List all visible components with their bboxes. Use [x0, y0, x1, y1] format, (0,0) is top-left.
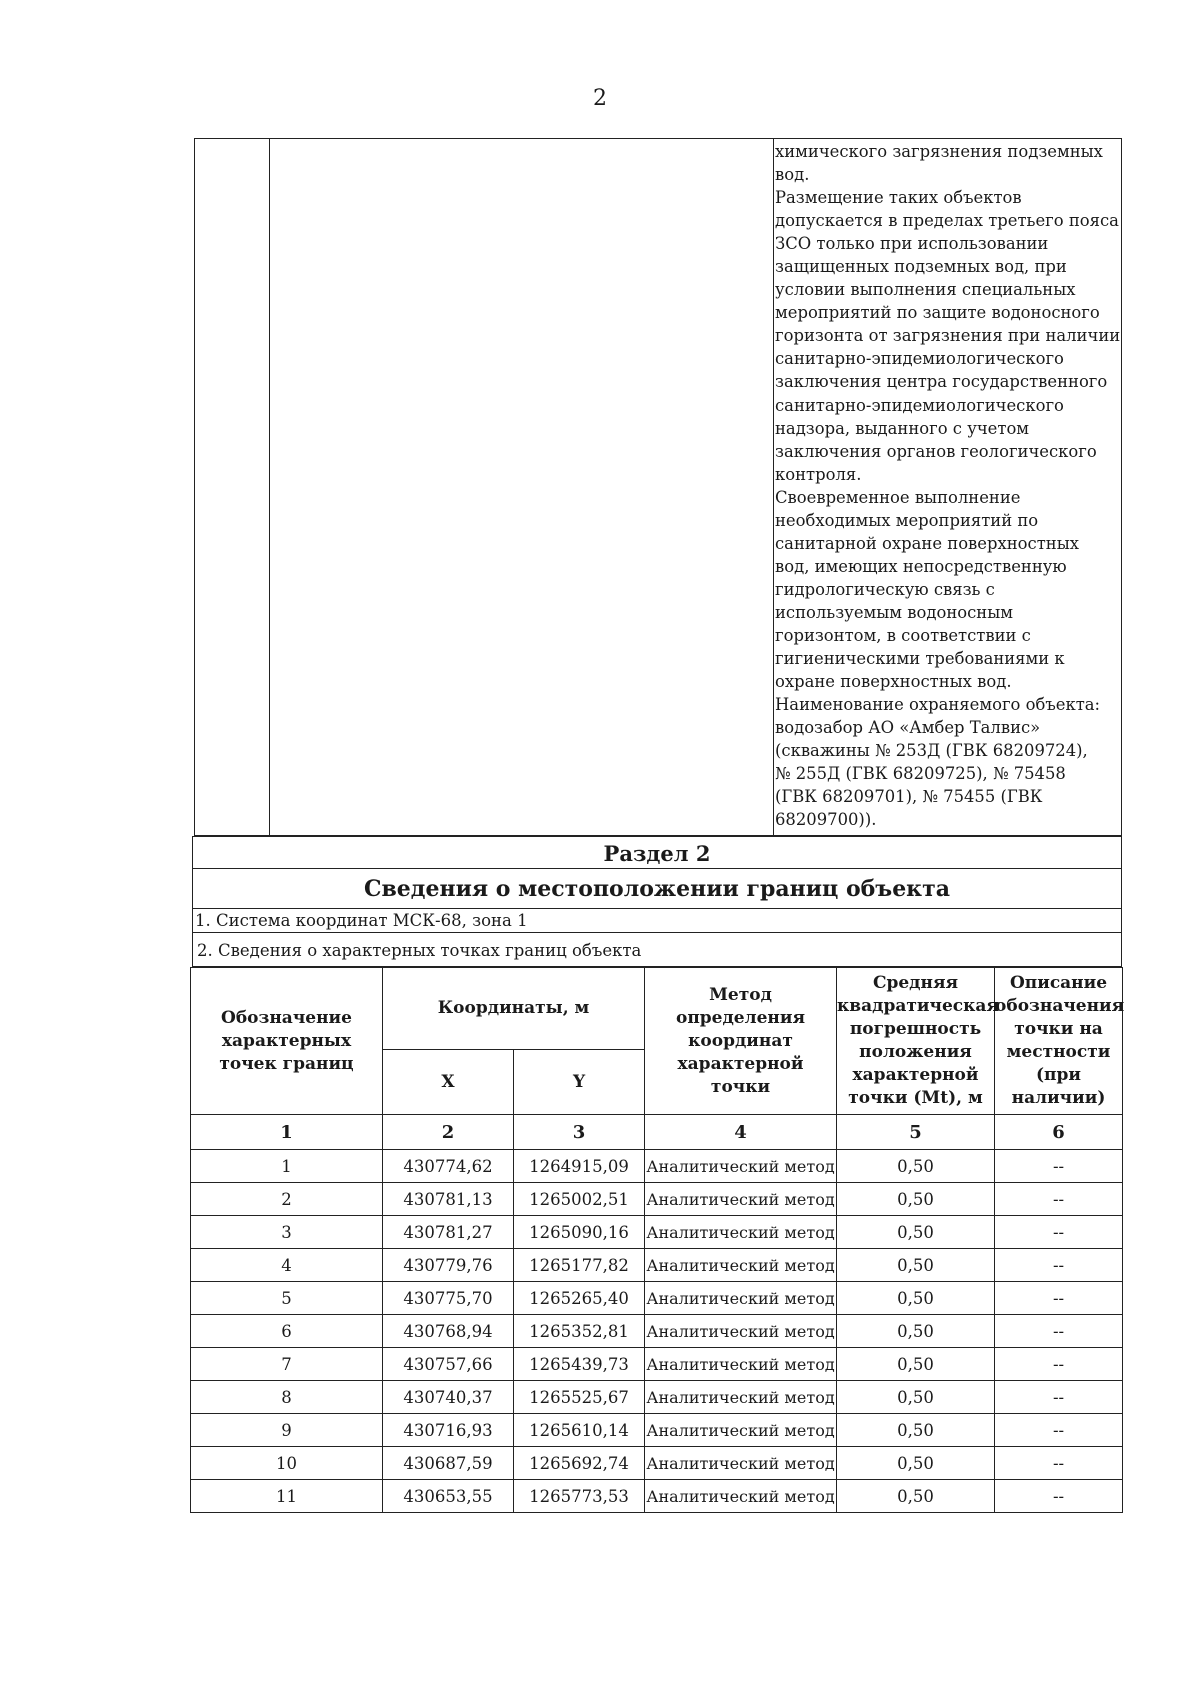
y-coordinate: 1265692,74 [514, 1447, 645, 1480]
column-number: 5 [837, 1115, 995, 1150]
table-row [191, 1447, 1123, 1480]
y-coordinate: 1264915,09 [514, 1150, 645, 1183]
accuracy-cell: 0,50 [837, 1414, 995, 1447]
text-line: охране поверхностных вод. [775, 672, 1012, 692]
point-number: 5 [191, 1282, 383, 1315]
section-title: Раздел 2 [192, 836, 1122, 869]
point-number: 6 [191, 1315, 383, 1348]
text-line: необходимых мероприятий по [775, 510, 1039, 530]
method-cell: Аналитический метод [645, 1414, 837, 1447]
x-coordinate: 430779,76 [383, 1249, 514, 1282]
text-line: вод, имеющих непосредственную [775, 556, 1067, 576]
coordinates-table [190, 967, 1123, 1513]
method-cell: Аналитический метод [645, 1282, 837, 1315]
x-coordinate: 430757,66 [383, 1348, 514, 1381]
text-line: горизонта от загрязнения при наличии [775, 326, 1121, 346]
y-coordinate: 1265090,16 [514, 1216, 645, 1249]
column-number: 6 [995, 1115, 1123, 1150]
accuracy-cell: 0,50 [837, 1183, 995, 1216]
table-row [191, 1381, 1123, 1414]
y-coordinate: 1265610,14 [514, 1414, 645, 1447]
point-number: 4 [191, 1249, 383, 1282]
table-row [191, 1315, 1123, 1348]
point-number: 9 [191, 1414, 383, 1447]
method-cell: Аналитический метод [645, 1249, 837, 1282]
table-row [191, 1480, 1123, 1513]
method-cell: Аналитический метод [645, 1315, 837, 1348]
description-cell: -- [995, 1216, 1123, 1249]
page-number: 2 [593, 86, 607, 111]
table-row [191, 1249, 1123, 1282]
text-line: защищенных подземных вод, при [775, 257, 1067, 277]
description-cell: -- [995, 1249, 1123, 1282]
point-number: 3 [191, 1216, 383, 1249]
method-cell: Аналитический метод [645, 1381, 837, 1414]
column-number: 3 [514, 1115, 645, 1150]
table-row [191, 1150, 1123, 1183]
text-line: № 255Д (ГВК 68209725), № 75458 [775, 764, 1066, 784]
point-number: 8 [191, 1381, 383, 1414]
method-cell: Аналитический метод [645, 1150, 837, 1183]
text-line: 68209700)). [775, 810, 877, 830]
text-line: заключения органов геологического [775, 441, 1097, 461]
accuracy-cell: 0,50 [837, 1315, 995, 1348]
header-x: X [383, 1050, 514, 1115]
description-cell: -- [995, 1447, 1123, 1480]
section-subtitle: Сведения о местоположении границ объекта [192, 869, 1122, 909]
point-number: 11 [191, 1480, 383, 1513]
points-heading: 2. Сведения о характерных точках границ объекта [192, 933, 1122, 967]
x-coordinate: 430781,13 [383, 1183, 514, 1216]
table-row [191, 1216, 1123, 1249]
accuracy-cell: 0,50 [837, 1480, 995, 1513]
text-line: ЗСО только при использовании [775, 234, 1049, 254]
text-line: (скважины № 253Д (ГВК 68209724), [775, 741, 1088, 761]
method-cell: Аналитический метод [645, 1447, 837, 1480]
x-coordinate: 430740,37 [383, 1381, 514, 1414]
text-line: химического загрязнения подземных [775, 142, 1103, 161]
requirements-text [775, 140, 1121, 831]
column-divider [269, 139, 270, 835]
accuracy-cell: 0,50 [837, 1282, 995, 1315]
accuracy-cell: 0,50 [837, 1381, 995, 1414]
text-line: санитарно-эпидемиологического [775, 349, 1064, 369]
y-coordinate: 1265352,81 [514, 1315, 645, 1348]
point-number: 10 [191, 1447, 383, 1480]
method-cell: Аналитический метод [645, 1183, 837, 1216]
text-line: допускается в пределах третьего пояса [775, 211, 1119, 231]
text-line: заключения центра государственного [775, 372, 1108, 392]
continued-table [194, 138, 1122, 836]
header-designation: Обозначение характерных точек границ [191, 968, 383, 1115]
header-y: Y [514, 1050, 645, 1115]
text-line: санитарно-эпидемиологического [775, 395, 1064, 415]
text-line: надзора, выданного с учетом [775, 418, 1030, 438]
accuracy-cell: 0,50 [837, 1216, 995, 1249]
text-line: Размещение таких объектов [775, 188, 1022, 208]
x-coordinate: 430653,55 [383, 1480, 514, 1513]
point-number: 7 [191, 1348, 383, 1381]
description-cell: -- [995, 1183, 1123, 1216]
description-cell: -- [995, 1315, 1123, 1348]
text-line: мероприятий по защите водоносного [775, 303, 1100, 323]
text-line: используемым водоносным [775, 602, 1014, 622]
x-coordinate: 430774,62 [383, 1150, 514, 1183]
text-line: условии выполнения специальных [775, 280, 1076, 300]
point-number: 2 [191, 1183, 383, 1216]
text-line: контроля. [775, 464, 862, 484]
description-cell: -- [995, 1282, 1123, 1315]
x-coordinate: 430775,70 [383, 1282, 514, 1315]
y-coordinate: 1265177,82 [514, 1249, 645, 1282]
column-number: 2 [383, 1115, 514, 1150]
text-line: гидрологическую связь с [775, 579, 995, 599]
accuracy-cell: 0,50 [837, 1348, 995, 1381]
table-row [191, 1282, 1123, 1315]
accuracy-cell: 0,50 [837, 1249, 995, 1282]
y-coordinate: 1265265,40 [514, 1282, 645, 1315]
text-line: водозабор АО «Амбер Талвис» [775, 718, 1041, 738]
description-cell: -- [995, 1348, 1123, 1381]
x-coordinate: 430687,59 [383, 1447, 514, 1480]
y-coordinate: 1265525,67 [514, 1381, 645, 1414]
table-row [191, 1183, 1123, 1216]
text-line: Своевременное выполнение [775, 487, 1021, 507]
text-line: вод. [775, 165, 810, 185]
header-description: Описание обозначения точки на местности (при наличии) [995, 968, 1123, 1115]
accuracy-cell: 0,50 [837, 1447, 995, 1480]
description-cell: -- [995, 1480, 1123, 1513]
table-row [191, 1348, 1123, 1381]
header-method: Метод определения координат характерной точки [645, 968, 837, 1115]
text-line: гигиеническими требованиями к [775, 649, 1065, 669]
y-coordinate: 1265439,73 [514, 1348, 645, 1381]
x-coordinate: 430716,93 [383, 1414, 514, 1447]
text-line: санитарной охране поверхностных [775, 533, 1079, 553]
header-coordinates: Координаты, м [383, 968, 645, 1050]
text-line: (ГВК 68209701), № 75455 (ГВК [775, 787, 1043, 807]
accuracy-cell: 0,50 [837, 1150, 995, 1183]
text-line: Наименование охраняемого объекта: [775, 695, 1101, 715]
method-cell: Аналитический метод [645, 1216, 837, 1249]
column-divider [773, 139, 774, 835]
method-cell: Аналитический метод [645, 1480, 837, 1513]
coordinate-system: 1. Система координат МСК-68, зона 1 [192, 909, 1122, 933]
y-coordinate: 1265773,53 [514, 1480, 645, 1513]
column-number: 4 [645, 1115, 837, 1150]
point-number: 1 [191, 1150, 383, 1183]
text-line: горизонтом, в соответствии с [775, 625, 1031, 645]
column-number: 1 [191, 1115, 383, 1150]
x-coordinate: 430781,27 [383, 1216, 514, 1249]
y-coordinate: 1265002,51 [514, 1183, 645, 1216]
description-cell: -- [995, 1381, 1123, 1414]
header-accuracy: Средняя квадратическая погрешность положения характерной точки (Mt), м [837, 968, 995, 1115]
x-coordinate: 430768,94 [383, 1315, 514, 1348]
table-row [191, 1414, 1123, 1447]
method-cell: Аналитический метод [645, 1348, 837, 1381]
description-cell: -- [995, 1150, 1123, 1183]
description-cell: -- [995, 1414, 1123, 1447]
